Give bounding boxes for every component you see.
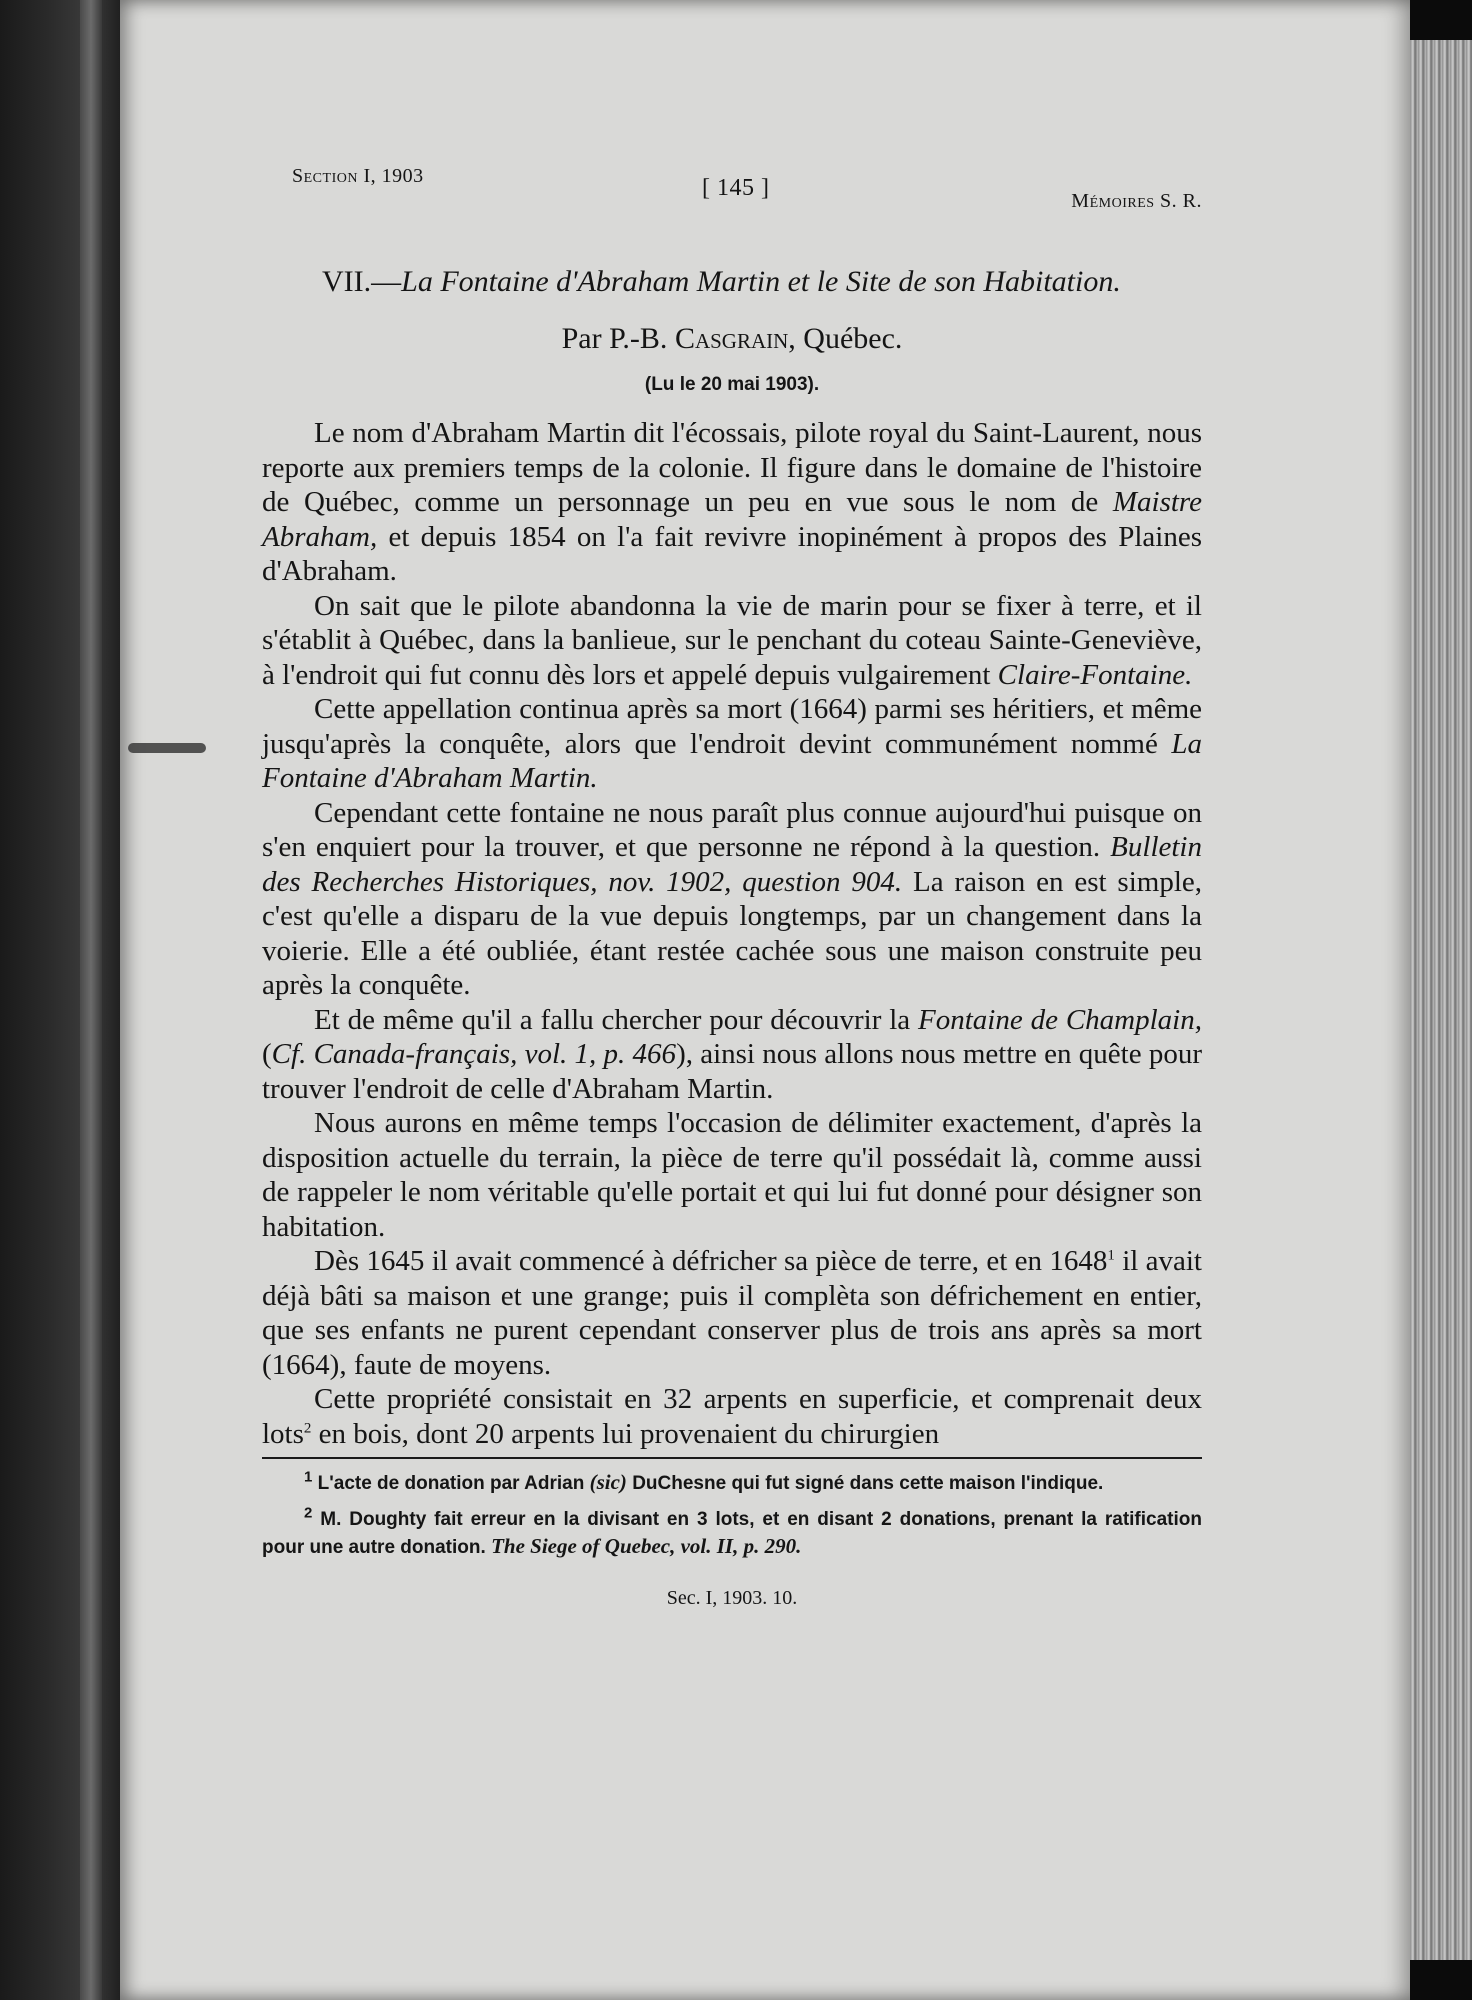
footnote-1-text-a: L'acte de donation par Adrian	[312, 1473, 590, 1494]
page-edges-stack	[1410, 40, 1472, 1960]
paragraph-8	[262, 1382, 1202, 1451]
reading-date: (Lu le 20 mai 1903).	[644, 374, 820, 395]
footnote-rule	[262, 1457, 1202, 1459]
byline-author: Casgrain	[674, 322, 789, 355]
p1-italic: Maistre Abraham,	[262, 486, 1202, 553]
book-spine-left	[0, 0, 120, 2000]
footnote-ref-1: 1	[1107, 1247, 1115, 1264]
header-section: Section I, 1903	[292, 165, 424, 187]
p2-italic: Claire-Fontaine.	[997, 658, 1193, 691]
footnote-1-text-b: DuChesne qui fut signé dans cette maison l'indique.	[626, 1473, 1104, 1494]
p4-text-a: Cependant cette fontaine ne nous paraît plus connue aujourd'hui puisque on s'en enquiert pour la trouver, et que personne ne répond à la question.	[262, 796, 1202, 863]
p3-text-a: Cette appellation continua après sa mort (1664) parmi ses héritiers, et même jusqu'après la conquête, alors que l'endroit devint communément nommé	[262, 693, 1202, 760]
page-number: [ 145 ]	[702, 175, 770, 201]
footnote-1	[262, 1469, 1202, 1497]
title-number: VII.—	[322, 265, 402, 298]
p7-text-b: il avait déjà bâti sa maison et une grange; puis il complèta son défrichement en entier, que ses enfants ne purent cependant conserver plus de trois ans après sa mort (1664), faute de moyens.	[262, 1245, 1202, 1381]
byline-prefix: Par P.-B.	[561, 322, 675, 355]
p5-text-c: ), ainsi nous allons nous mettre en quête pour trouver l'endroit de celle d'Abraham Martin.	[262, 1038, 1202, 1105]
footnote-ref-2: 2	[303, 1419, 312, 1436]
paragraph-4	[262, 796, 1202, 1003]
p5-text-a: Et de même qu'il a fallu chercher pour découvrir la	[314, 1003, 919, 1036]
p2-text-a: On sait que le pilote abandonna la vie de marin pour se fixer à terre, et il s'établit à Québec, dans la banlieue, sur le penchant du coteau Sainte-Geneviève, à l'endroit qui fut connu dès lors et appelé depuis vulgairement	[262, 589, 1202, 691]
p7-text-a: Dès 1645 il avait commencé à défricher sa pièce de terre, et en 1648	[314, 1245, 1108, 1277]
p8-text-a: Cette propriété consistait en 32 arpents en superficie, et comprenait deux lots	[262, 1383, 1202, 1450]
p5-italic-1: Fontaine de Champlain,	[918, 1003, 1202, 1036]
p5-text-b: (	[262, 1038, 272, 1070]
footnote-2-italic: The Siege of Quebec, vol. II, p. 290.	[491, 1534, 802, 1558]
p4-italic: Bulletin des Recherches Historiques, nov. 1902, question 904.	[262, 831, 1202, 898]
spine-binding-stripe	[80, 0, 102, 2000]
paragraph-1	[262, 416, 1202, 589]
footnote-2-mark: 2	[304, 1504, 313, 1522]
page-text-block	[262, 140, 1202, 1610]
p3-italic: La Fontaine d'Abraham Martin.	[262, 727, 1202, 794]
p4-text-b: La raison en est simple, c'est qu'elle a disparu de la vue depuis longtemps, par un changement dans la voierie. Elle a été oubliée, étant restée cachée sous une maison construite peu après la conquête.	[262, 865, 1202, 1001]
footnote-1-mark: 1	[304, 1468, 313, 1486]
footnote-2-text-a: M. Doughty fait erreur en la divisant en 3 lots, et en disant 2 donations, prenant la ratification pour une autre donation.	[262, 1509, 1202, 1558]
article-body	[262, 416, 1202, 1451]
paragraph-5	[262, 1003, 1202, 1107]
paragraph-3	[262, 692, 1202, 796]
p8-text-b: en bois, dont 20 arpents lui provenaient du chirurgien	[311, 1417, 940, 1450]
byline-suffix: , Québec.	[788, 322, 903, 355]
signature-mark: Sec. I, 1903. 10.	[666, 1587, 798, 1609]
paragraph-7	[262, 1244, 1202, 1382]
paragraph-2	[262, 589, 1202, 693]
ink-smudge-mark	[128, 743, 206, 753]
title-text: La Fontaine d'Abraham Martin et le Site de son Habitation.	[401, 265, 1121, 298]
byline	[262, 322, 1202, 356]
p1-text-a: Le nom d'Abraham Martin dit l'écossais, pilote royal du Saint-Laurent, nous reporte aux premiers temps de la colonie. Il figure dans le domaine de l'histoire de Québec, comme un personnage un peu en vue sous le nom de	[262, 417, 1202, 518]
footnote-2	[262, 1504, 1202, 1561]
header-journal: Mémoires S. R.	[1071, 190, 1202, 212]
running-header	[262, 140, 1202, 210]
p5-italic-2: Cf. Canada-français, vol. 1, p. 466	[271, 1038, 677, 1070]
footnote-1-italic: (sic)	[589, 1470, 627, 1494]
footnotes	[262, 1469, 1202, 1561]
p1-text-b: et depuis 1854 on l'a fait revivre inopinément à propos des Plaines d'Abraham.	[262, 520, 1202, 587]
paragraph-6: Nous aurons en même temps l'occasion de délimiter exactement, d'après la disposition actuelle du terrain, la pièce de terre qu'il possédait là, comme aussi de rappeler le nom véritable qu'elle portait et qui lui fut donné pour désigner son habitation.	[262, 1107, 1202, 1243]
article-title	[322, 262, 1202, 302]
